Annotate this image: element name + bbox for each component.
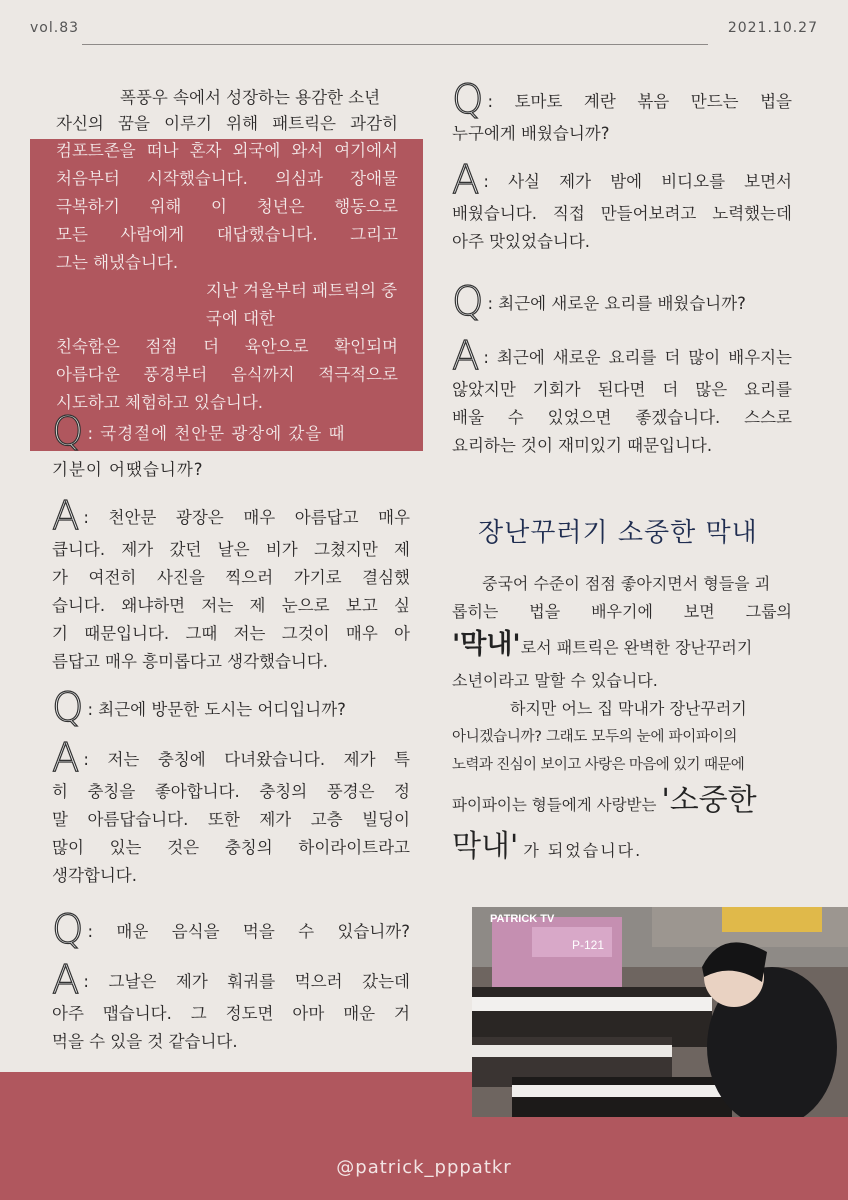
answer-line: 큽니다. 제가 갔던 날은 비가 그쳤지만 제	[52, 540, 410, 559]
intro-text-line: 지난 겨울부터 패트릭의 중국에 대한	[206, 281, 398, 328]
body-line: 롭히는 법을 배우기에 보면 그룹의	[452, 602, 792, 621]
section-title: 장난꾸러기 소중한 막내	[478, 518, 758, 548]
answer-2	[52, 735, 410, 890]
answer-line: 배울 수 있었으면 좋겠습니다. 스스로	[452, 408, 792, 427]
answer-line	[52, 957, 410, 1003]
question-1-cont: 기분이 어땠습니까?	[52, 460, 204, 479]
answer-text: : 천안문 광장은 매우 아름답고 매우	[83, 508, 410, 527]
answer-1	[52, 493, 410, 676]
question-text: : 국경절에 천안문 광장에 갔을 때	[87, 424, 346, 443]
answer-line	[452, 333, 792, 379]
answer-5	[452, 333, 792, 460]
question-2	[52, 685, 346, 731]
answer-line: 배웠습니다. 직접 만들어보려고 노력했는데	[452, 204, 792, 223]
question-line: 누구에게 배웠습니까?	[452, 124, 610, 143]
intro-line: 자신의 꿈을 이루기 위해 패트릭은 과감히	[56, 114, 398, 133]
body-text: 가 되었습니다.	[523, 841, 643, 860]
answer-line: 기 때문입니다. 그때 저는 그것이 매우 아	[52, 624, 410, 643]
question-text: : 최근에 새로운 요리를 배웠습니까?	[487, 294, 746, 313]
intro-red-text	[56, 137, 398, 417]
answer-line: 히 충칭을 좋아합니다. 충칭의 풍경은 정	[52, 782, 410, 801]
question-1	[52, 409, 412, 455]
body-line: 소년이라고 말할 수 있습니다.	[452, 671, 658, 690]
answer-line: 름답고 매우 흥미롭다고 생각했습니다.	[52, 652, 329, 671]
big-a-letter: A	[452, 333, 480, 379]
footer-handle: @patrick_pppatkr	[336, 1157, 512, 1178]
intro-text-line: 친숙함은 점점 더 육안으로 확인되며	[56, 337, 398, 356]
body-line	[452, 626, 792, 667]
photo-sign-text: P-121	[572, 938, 605, 952]
emphasis-maknae: '막내'	[452, 629, 521, 660]
answer-line: 많이 있는 것은 충칭의 하이라이트라고	[52, 838, 410, 857]
emphasis-maknae-2: 막내'	[452, 829, 519, 864]
big-a-letter: A	[52, 735, 80, 781]
answer-line	[452, 157, 792, 203]
intro-text-line: 극복하기 위해 이 청년은 행동으로	[56, 197, 398, 216]
intro-text-line: 그는 해냈습니다.	[56, 253, 179, 272]
photo-piano	[472, 907, 848, 1117]
big-q-letter: Q	[52, 409, 84, 455]
answer-line	[52, 735, 410, 781]
photo-watermark: PATRICK TV	[490, 913, 555, 925]
big-q-letter: Q	[452, 77, 484, 123]
big-q-letter: Q	[52, 907, 84, 953]
intro-text-line: 시도하고 체험하고 있습니다.	[56, 393, 264, 412]
header-rule	[82, 44, 708, 45]
answer-line: 먹을 수 있을 것 같습니다.	[52, 1032, 238, 1051]
body-text: 로서 패트릭은 완벽한 장난꾸러기	[520, 638, 753, 657]
body-line: 중국어 수준이 점점 좋아지면서 형들을 괴	[482, 574, 771, 593]
body-line: 아니겠습니까? 그래도 모두의 눈에 파이파이의	[452, 729, 738, 745]
question-text: : 최근에 방문한 도시는 어디입니까?	[87, 700, 346, 719]
intro-heading: 폭풍우 속에서 성장하는 용감한 소년	[120, 88, 381, 107]
issue-number: vol.83	[30, 20, 80, 36]
answer-line: 않았지만 기회가 된다면 더 많은 요리를	[452, 380, 792, 399]
intro-text-line: 컴포트존을 떠나 혼자 외국에 와서 여기에서	[56, 141, 398, 160]
photo-illustration	[472, 907, 848, 1117]
big-q-letter: Q	[452, 279, 484, 325]
answer-4	[452, 157, 792, 256]
answer-line: 말 아름답습니다. 또한 제가 고층 빌딩이	[52, 810, 410, 829]
body-line: 하지만 어느 집 막내가 장난꾸러기	[510, 699, 747, 718]
question-4	[452, 77, 792, 148]
intro-text-line: 모든 사람에게 대답했습니다. 그리고	[56, 225, 398, 244]
big-a-letter: A	[452, 157, 480, 203]
body-text: 파이파이는 형들에게 사랑받는	[452, 796, 657, 814]
answer-line: 가 여전히 사진을 찍으러 가기로 결심했	[52, 568, 410, 587]
body-line	[452, 779, 792, 827]
intro-text-line: 아름다운 풍경부터 음식까지 적극적으로	[56, 365, 398, 384]
section-body	[452, 570, 792, 871]
answer-line	[52, 493, 410, 539]
big-a-letter: A	[52, 957, 80, 1003]
answer-line: 아주 맵습니다. 그 정도면 아마 매운 거	[52, 1004, 410, 1023]
intro-text-line: 처음부터 시작했습니다. 의심과 장애물	[56, 169, 398, 188]
question-text: : 매운 음식을 먹을 수 있습니까?	[87, 922, 410, 941]
question-3	[52, 907, 410, 953]
body-line	[452, 827, 792, 871]
answer-text: : 최근에 새로운 요리를 더 많이 배우지는	[483, 348, 792, 367]
question-5	[452, 279, 792, 325]
answer-text: : 사실 제가 밤에 비디오를 보면서	[483, 172, 792, 191]
answer-text: : 저는 충칭에 다녀왔습니다. 제가 특	[83, 750, 410, 769]
question-line	[452, 77, 792, 123]
answer-line: 요리하는 것이 재미있기 때문입니다.	[452, 436, 713, 455]
answer-line: 생각합니다.	[52, 866, 137, 885]
answer-line: 아주 맛있었습니다.	[452, 232, 591, 251]
question-line	[452, 279, 792, 325]
question-text: : 토마토 계란 볶음 만드는 법을	[487, 92, 792, 111]
answer-line: 습니다. 왜냐하면 저는 제 눈으로 보고 싶	[52, 596, 410, 615]
big-q-letter: Q	[52, 685, 84, 731]
answer-text: : 그날은 제가 훠궈를 먹으러 갔는데	[83, 972, 410, 991]
body-line: 노력과 진심이 보이고 사랑은 마음에 있기 때문에	[452, 757, 745, 773]
answer-3	[52, 957, 410, 1056]
question-line	[52, 907, 410, 953]
emphasis-precious: '소중한	[661, 783, 757, 818]
big-a-letter: A	[52, 493, 80, 539]
issue-date: 2021.10.27	[727, 20, 818, 36]
